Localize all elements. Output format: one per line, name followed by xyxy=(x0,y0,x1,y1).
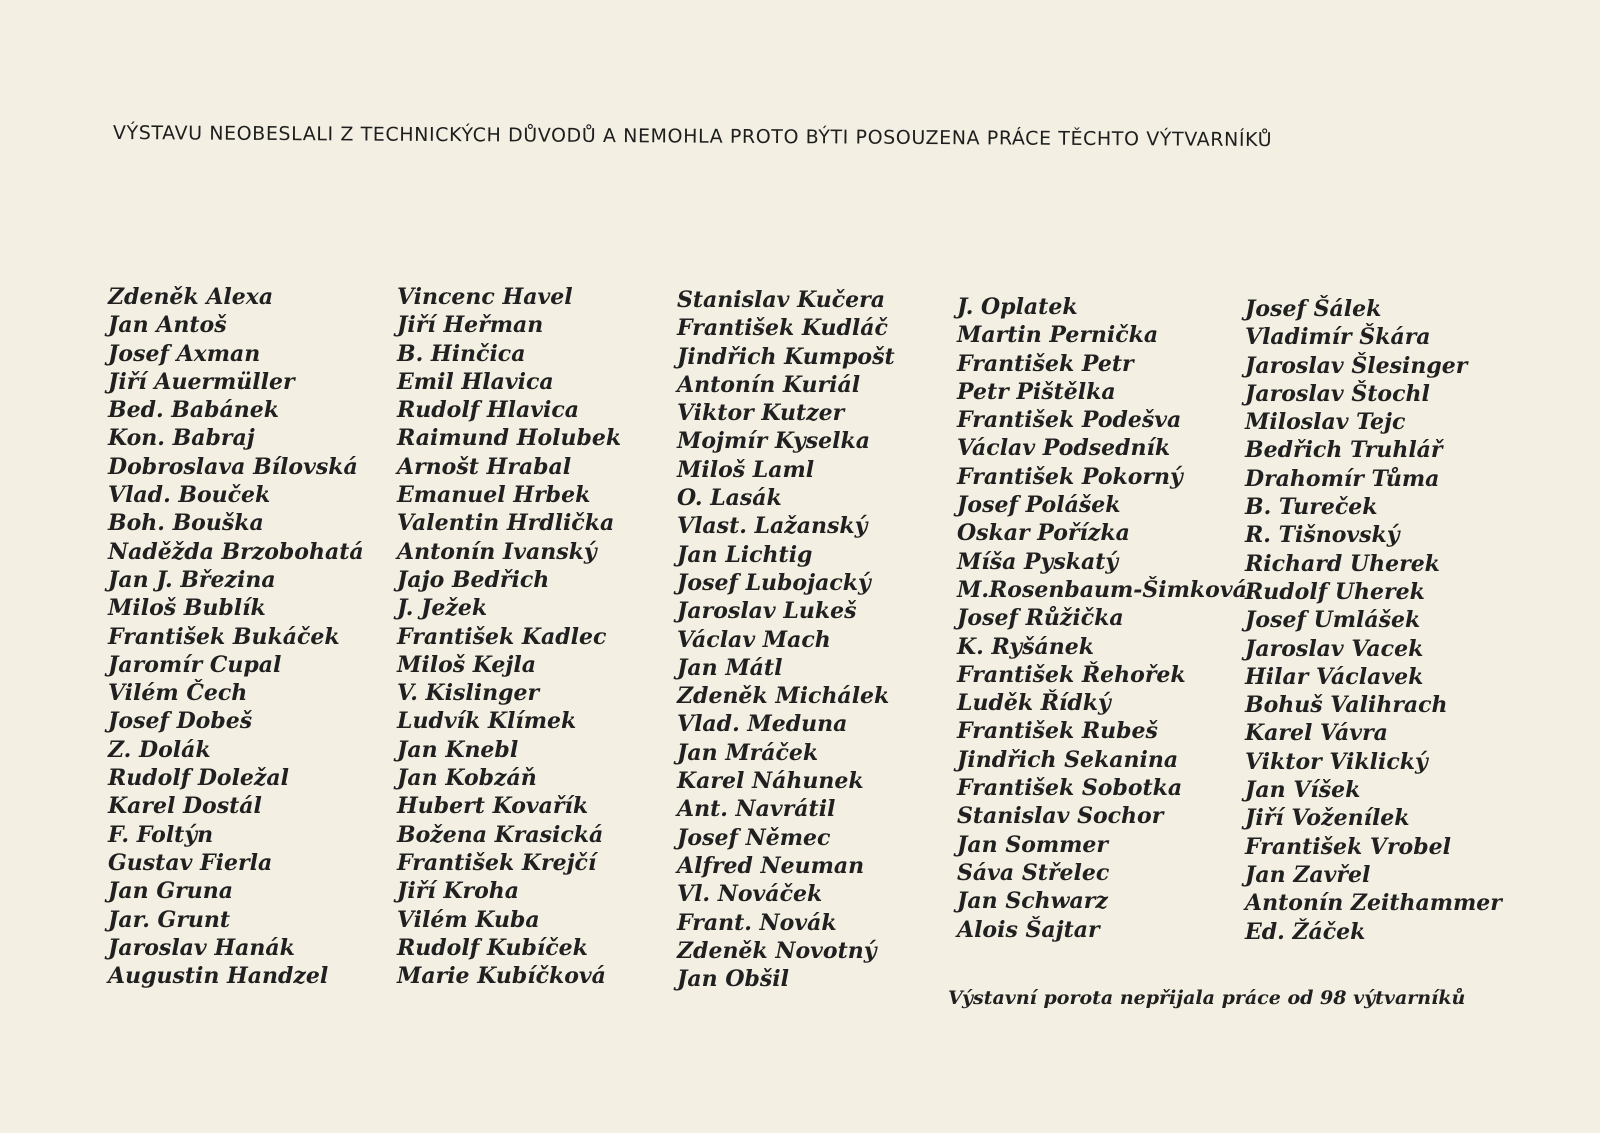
artist-name: Viktor Viklický xyxy=(1245,748,1428,775)
artist-name: Jajo Bedřich xyxy=(397,566,550,593)
artist-name: Richard Uherek xyxy=(1245,550,1440,577)
artist-name: Augustin Handzel xyxy=(108,963,329,990)
artist-name: Míša Pyskatý xyxy=(957,548,1119,575)
artist-name: Jan Víšek xyxy=(1245,777,1361,804)
artist-name: Martin Pernička xyxy=(957,322,1159,349)
artist-name: Luděk Řídký xyxy=(957,690,1111,717)
artist-name: M.Rosenbaum-Šimková xyxy=(957,576,1247,603)
artist-name: František Řehořek xyxy=(957,661,1186,688)
artist-name: Jan Schwarz xyxy=(957,888,1108,915)
artist-name: František Podešva xyxy=(957,407,1182,434)
artist-name: Valentin Hrdlička xyxy=(397,510,615,537)
artist-name: Jan Kobzáň xyxy=(397,765,537,792)
artist-name: Bedřich Truhlář xyxy=(1245,437,1443,464)
artist-name: Jan Mátl xyxy=(677,654,783,681)
artist-name: František Kadlec xyxy=(397,623,607,650)
artist-name: Karel Dostál xyxy=(108,793,262,820)
artist-name: Vladimír Škára xyxy=(1245,324,1431,351)
artist-name: Jaroslav Vacek xyxy=(1245,635,1424,662)
artist-name: Jan Gruna xyxy=(108,878,233,905)
artist-name: Jiří Voženílek xyxy=(1245,805,1410,832)
artist-name: Rudolf Doležal xyxy=(108,765,290,792)
artist-name: Josef Šálek xyxy=(1245,296,1382,322)
artist-name: Jan Sommer xyxy=(957,831,1109,858)
artist-name: Zdeněk Michálek xyxy=(677,683,890,710)
artist-name: Z. Dolák xyxy=(108,736,211,763)
artist-name: Antonín Ivanský xyxy=(397,538,597,565)
artist-name: Jaroslav Lukeš xyxy=(677,598,857,625)
artist-name: František Kudláč xyxy=(677,315,888,342)
artist-name: Emanuel Hrbek xyxy=(397,482,591,509)
artist-name: Jan Zavřel xyxy=(1245,861,1371,888)
artist-name: Zdeněk Alexa xyxy=(108,284,274,310)
artist-name: František Krejčí xyxy=(397,849,597,876)
artist-name: Drahomír Tůma xyxy=(1245,465,1440,492)
page-heading: VÝSTAVU NEOBESLALI Z TECHNICKÝCH DŮVODŮ A NEMOHLA PROTO BÝTI POSOUZENA PRÁCE TĚCHTO VÝTVARNÍKŮ xyxy=(112,122,1273,152)
artist-name: Karel Vávra xyxy=(1245,720,1388,747)
artist-name: Miloslav Tejc xyxy=(1245,409,1406,436)
artist-name: Jan Obšil xyxy=(677,966,789,993)
artist-name: Rudolf Uherek xyxy=(1245,578,1425,605)
artist-name: Jindřich Sekanina xyxy=(957,746,1179,773)
artist-name: Miloš Bublík xyxy=(108,595,266,622)
artist-name: Frant. Novák xyxy=(677,909,837,936)
artist-name: Josef Axman xyxy=(108,340,261,367)
artist-name: Rudolf Hlavica xyxy=(397,397,580,424)
artist-name: Karel Náhunek xyxy=(677,768,864,795)
artist-name: Jaroslav Šlesinger xyxy=(1245,352,1468,379)
artist-name: Jan Mráček xyxy=(677,739,819,766)
artist-name: Jar. Grunt xyxy=(108,906,231,933)
artist-name: Sáva Střelec xyxy=(957,859,1110,886)
artist-name: O. Lasák xyxy=(677,485,782,512)
artist-name: Ed. Žáček xyxy=(1245,918,1366,945)
artist-name: Antonín Zeithammer xyxy=(1245,890,1502,917)
artist-name: Rudolf Kubíček xyxy=(397,934,588,961)
artist-name: Jindřich Kumpošt xyxy=(677,343,895,370)
artist-name: Vl. Nováček xyxy=(677,881,823,908)
name-column-3 xyxy=(677,286,895,993)
name-column-1 xyxy=(108,283,364,990)
artist-name: Josef Polášek xyxy=(957,492,1121,519)
artist-name: Alfred Neuman xyxy=(677,852,865,879)
artist-name: Josef Umlášek xyxy=(1245,607,1421,634)
artist-name: J. Ježek xyxy=(397,595,488,622)
artist-name: Arnošt Hrabal xyxy=(397,453,572,480)
artist-name: František Rubeš xyxy=(957,718,1158,745)
artist-name: Jan Antoš xyxy=(108,312,227,339)
artist-name: Hilar Václavek xyxy=(1245,663,1424,690)
artist-name: Stanislav Kučera xyxy=(677,287,885,313)
artist-name: Vilém Čech xyxy=(108,680,248,707)
artist-name: Stanislav Sochor xyxy=(957,803,1164,830)
artist-name: J. Oplatek xyxy=(957,294,1078,320)
artist-name: Vincenc Havel xyxy=(397,284,573,310)
artist-name: Antonín Kuriál xyxy=(677,371,861,398)
artist-name: Jiří Heřman xyxy=(397,312,544,339)
artist-name: Josef Dobeš xyxy=(108,708,253,735)
artist-name: František Pokorný xyxy=(957,463,1183,490)
artist-name: Jan J. Březina xyxy=(108,566,276,593)
artist-name: Mojmír Kyselka xyxy=(677,428,871,455)
artist-name: F. Foltýn xyxy=(108,821,214,848)
artist-name: František Sobotka xyxy=(957,775,1183,802)
artist-name: Jan Lichtig xyxy=(677,541,813,568)
artist-name: Oskar Pořízka xyxy=(957,520,1130,547)
artist-name: R. Tišnovský xyxy=(1245,522,1400,549)
name-column-4 xyxy=(957,293,1247,944)
artist-name: Josef Němec xyxy=(677,824,831,851)
artist-name: B. Tureček xyxy=(1245,494,1378,521)
artist-name: Josef Lubojacký xyxy=(677,569,871,596)
artist-name: Václav Podsedník xyxy=(957,435,1171,462)
artist-name: Jan Knebl xyxy=(397,736,519,763)
artist-name: B. Hinčica xyxy=(397,340,526,367)
artist-name: Raimund Holubek xyxy=(397,425,622,452)
artist-name: Jaroslav Štochl xyxy=(1245,380,1430,407)
artist-name: Vlad. Bouček xyxy=(108,482,271,509)
artist-name: K. Ryšánek xyxy=(957,633,1094,660)
artist-name: Václav Mach xyxy=(677,626,831,653)
artist-name: Dobroslava Bílovská xyxy=(108,453,358,480)
artist-name: V. Kislinger xyxy=(397,680,540,707)
artist-name: Viktor Kutzer xyxy=(677,400,845,427)
artist-name: František Vrobel xyxy=(1245,833,1451,860)
artist-name: Emil Hlavica xyxy=(397,368,554,395)
artist-name: František Petr xyxy=(957,350,1134,377)
artist-name: Gustav Fierla xyxy=(108,849,273,876)
artist-name: Bed. Babánek xyxy=(108,397,280,424)
artist-name: Božena Krasická xyxy=(397,821,604,848)
artist-name: Petr Pištělka xyxy=(957,378,1116,405)
artist-name: Jaromír Cupal xyxy=(108,651,282,678)
artist-name: Marie Kubíčková xyxy=(397,963,606,990)
artist-name: Jiří Kroha xyxy=(397,878,520,905)
artist-name: Naděžda Brzobohatá xyxy=(108,538,364,565)
artist-name: Vilém Kuba xyxy=(397,906,540,933)
artist-name: Jaroslav Hanák xyxy=(108,934,295,961)
artist-name: Jiří Auermüller xyxy=(108,368,295,395)
artist-name: Zdeněk Novotný xyxy=(677,937,877,964)
artist-name: Alois Šajtar xyxy=(957,916,1100,943)
artist-name: Hubert Kovařík xyxy=(397,793,589,820)
artist-name: Boh. Bouška xyxy=(108,510,264,537)
artist-name: Josef Růžička xyxy=(957,605,1124,632)
artist-name: František Bukáček xyxy=(108,623,340,650)
artist-name: Miloš Kejla xyxy=(397,651,536,678)
artist-name: Vlast. Lažanský xyxy=(677,513,868,540)
jury-note: Výstavní porota nepřijala práce od 98 výtvarníků xyxy=(948,987,1466,1009)
artist-name: Ludvík Klímek xyxy=(397,708,577,735)
artist-name: Kon. Babraj xyxy=(108,425,255,452)
artist-name: Miloš Laml xyxy=(677,456,815,483)
artist-name: Vlad. Meduna xyxy=(677,711,848,738)
name-column-5 xyxy=(1245,295,1502,946)
name-column-2 xyxy=(397,283,621,990)
artist-name: Ant. Navrátil xyxy=(677,796,836,823)
artist-name: Bohuš Valihrach xyxy=(1245,692,1448,719)
